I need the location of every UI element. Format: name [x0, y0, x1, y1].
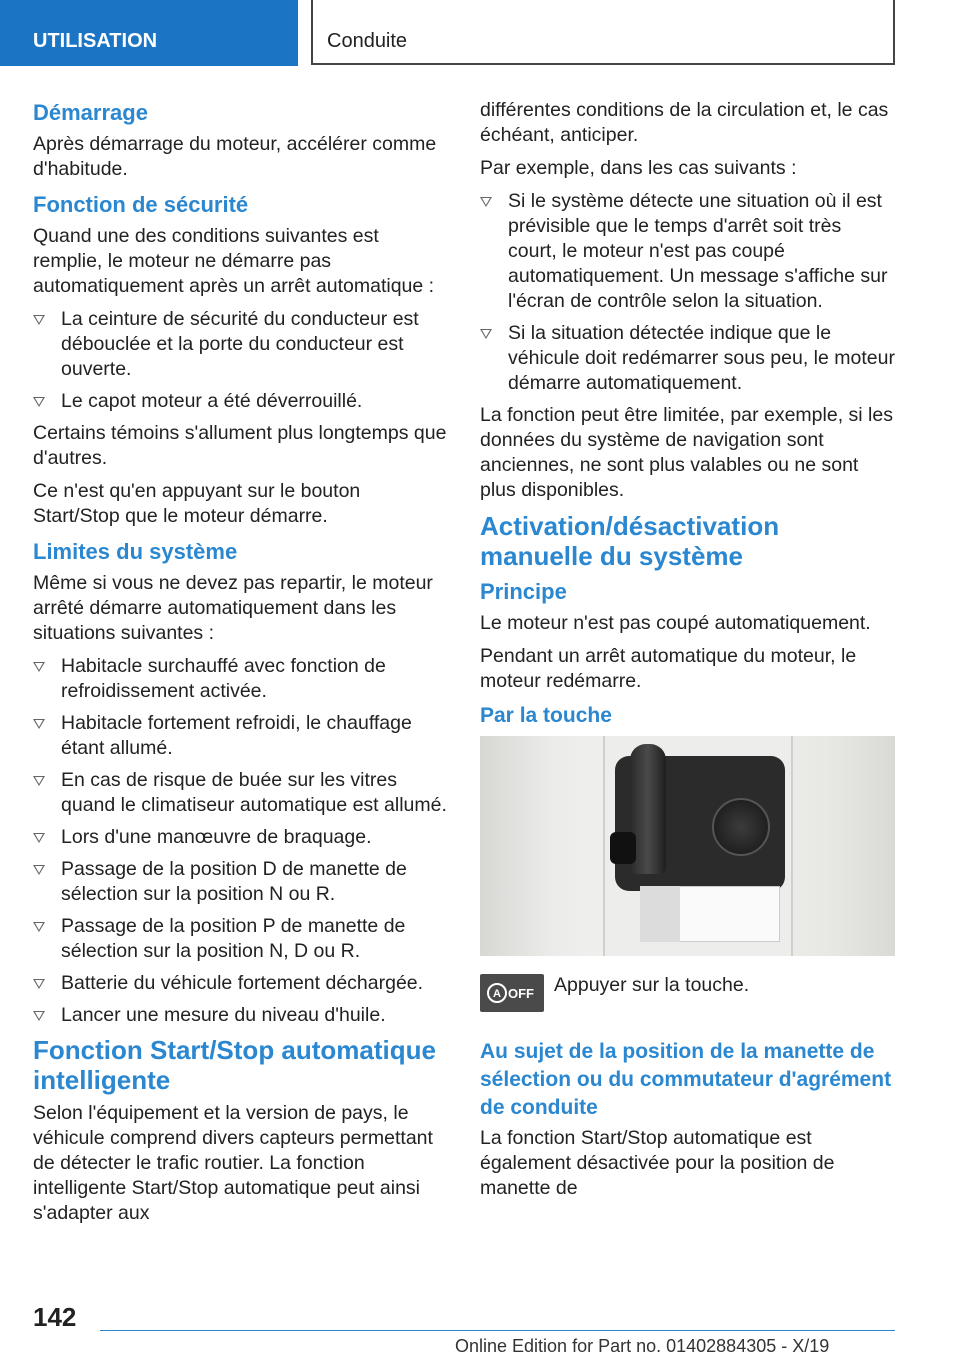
svg-text:OFF: OFF — [508, 986, 534, 1001]
list-item: Si le système détecte une situation où il est prévisible que le temps d'arrêt soit très court, le moteur n'est pas coupé automatiquement. Un message s'affiche sur l'écran de contrôle selon la situation. — [480, 189, 895, 314]
triangle-bullet-icon — [33, 1011, 45, 1021]
list-item: Habitacle fortement refroidi, le chauffage étant allumé. — [33, 711, 448, 761]
heading-demarrage: Démarrage — [33, 100, 148, 125]
list-item: Habitacle surchauffé avec fonction de refroidissement activée. — [33, 654, 448, 704]
securite-list — [33, 307, 448, 414]
icon-caption: Appuyer sur la touche. — [554, 974, 750, 996]
heading-principe: Principe — [480, 579, 567, 604]
paragraph-manette: La fonction Start/Stop automatique est également désactivée pour la position de manette de — [480, 1127, 835, 1199]
list-item: Passage de la position P de manette de sélection sur la position N, D ou R. — [33, 914, 448, 964]
paragraph-exemple: Par exemple, dans les cas suivants : — [480, 157, 797, 179]
heading-manette: Au sujet de la position de la manette de sélection ou du commutateur d'agrément de conduite — [480, 1040, 892, 1119]
paragraph-demarrage: Après démarrage du moteur, accélérer comme d'habitude. — [33, 133, 437, 180]
edition-text: Online Edition for Part no. 01402884305 - X/19 — [455, 1336, 830, 1356]
button-instruction — [480, 970, 895, 1014]
chapter-tab — [0, 0, 298, 66]
heading-limites: Limites du système — [33, 539, 238, 564]
triangle-bullet-icon — [33, 979, 45, 989]
list-item: Le capot moteur a été déverrouillé. — [33, 389, 448, 414]
paragraph-temoins: Certains témoins s'allument plus longtemps que d'autres. — [33, 422, 447, 469]
paragraph-securite: Quand une des conditions suivantes est remplie, le moteur ne démarre pas automatiquement après un arrêt automatique : — [33, 225, 435, 297]
heading-activation: Activation/désactivation manuelle du système — [480, 511, 780, 571]
center-console-photo — [480, 736, 895, 956]
triangle-bullet-icon — [33, 662, 45, 672]
paragraph-principe-1: Le moteur n'est pas coupé automatiquement. — [480, 612, 871, 634]
heading-touche: Par la touche — [480, 704, 612, 727]
triangle-bullet-icon — [33, 865, 45, 875]
list-item: Lancer une mesure du niveau d'huile. — [33, 1003, 448, 1028]
paragraph-limitee: La fonction peut être limitée, par exemple, si les données du système de navigation sont anciennes, ne sont plus valables ou ne sont plus disponibles. — [480, 404, 893, 501]
chapter-title: UTILISATION — [33, 30, 158, 52]
tray-shadow — [640, 886, 680, 942]
paragraph-intelligente: Selon l'équipement et la version de pays, le véhicule comprend divers capteurs permettant de détecter le trafic routier. La fonction intelligente Start/Stop automatique peut ainsi s'adapter aux — [33, 1102, 433, 1224]
heading-intelligente: Fonction Start/Stop automatique intelligente — [33, 1035, 436, 1095]
list-item: En cas de risque de buée sur les vitres quand le climatiseur automatique est allumé. — [33, 768, 448, 818]
limites-list — [33, 654, 448, 1028]
triangle-bullet-icon — [33, 833, 45, 843]
auto-start-stop-off-icon — [480, 974, 544, 1012]
page-header — [0, 0, 960, 66]
list-item: Si la situation détectée indique que le véhicule doit redémarrer sous peu, le moteur démarre automatiquement. — [480, 321, 895, 396]
list-item: La ceinture de sécurité du conducteur est débouclée et la porte du conducteur est ouverte. — [33, 307, 448, 382]
triangle-bullet-icon — [480, 197, 492, 207]
triangle-bullet-icon — [33, 719, 45, 729]
triangle-bullet-icon — [33, 315, 45, 325]
list-item: Batterie du véhicule fortement déchargée. — [33, 971, 448, 996]
footer-divider — [100, 1330, 895, 1331]
exemple-list — [480, 189, 895, 396]
start-stop-button — [610, 832, 636, 864]
triangle-bullet-icon — [33, 776, 45, 786]
paragraph-limites: Même si vous ne devez pas repartir, le moteur arrêté démarre automatiquement dans les situations suivantes : — [33, 572, 433, 644]
heading-securite: Fonction de sécurité — [33, 192, 249, 217]
triangle-bullet-icon — [480, 329, 492, 339]
triangle-bullet-icon — [33, 922, 45, 932]
left-column — [33, 98, 448, 1234]
section-tab — [311, 0, 895, 65]
triangle-bullet-icon — [33, 397, 45, 407]
paragraph-bouton: Ce n'est qu'en appuyant sur le bouton Start/Stop que le moteur démarre. — [33, 480, 361, 527]
page-number: 142 — [33, 1302, 77, 1332]
section-title: Conduite — [327, 30, 408, 52]
right-column — [480, 98, 895, 1209]
list-item: Lors d'une manœuvre de braquage. — [33, 825, 448, 850]
list-item: Passage de la position D de manette de sélection sur la position N ou R. — [33, 857, 448, 907]
paragraph-principe-2: Pendant un arrêt automatique du moteur, le moteur redémarre. — [480, 645, 857, 692]
idrive-controller — [712, 798, 770, 856]
paragraph-continuation: différentes conditions de la circulation et, le cas échéant, anticiper. — [480, 99, 889, 146]
svg-text:A: A — [493, 988, 501, 1000]
